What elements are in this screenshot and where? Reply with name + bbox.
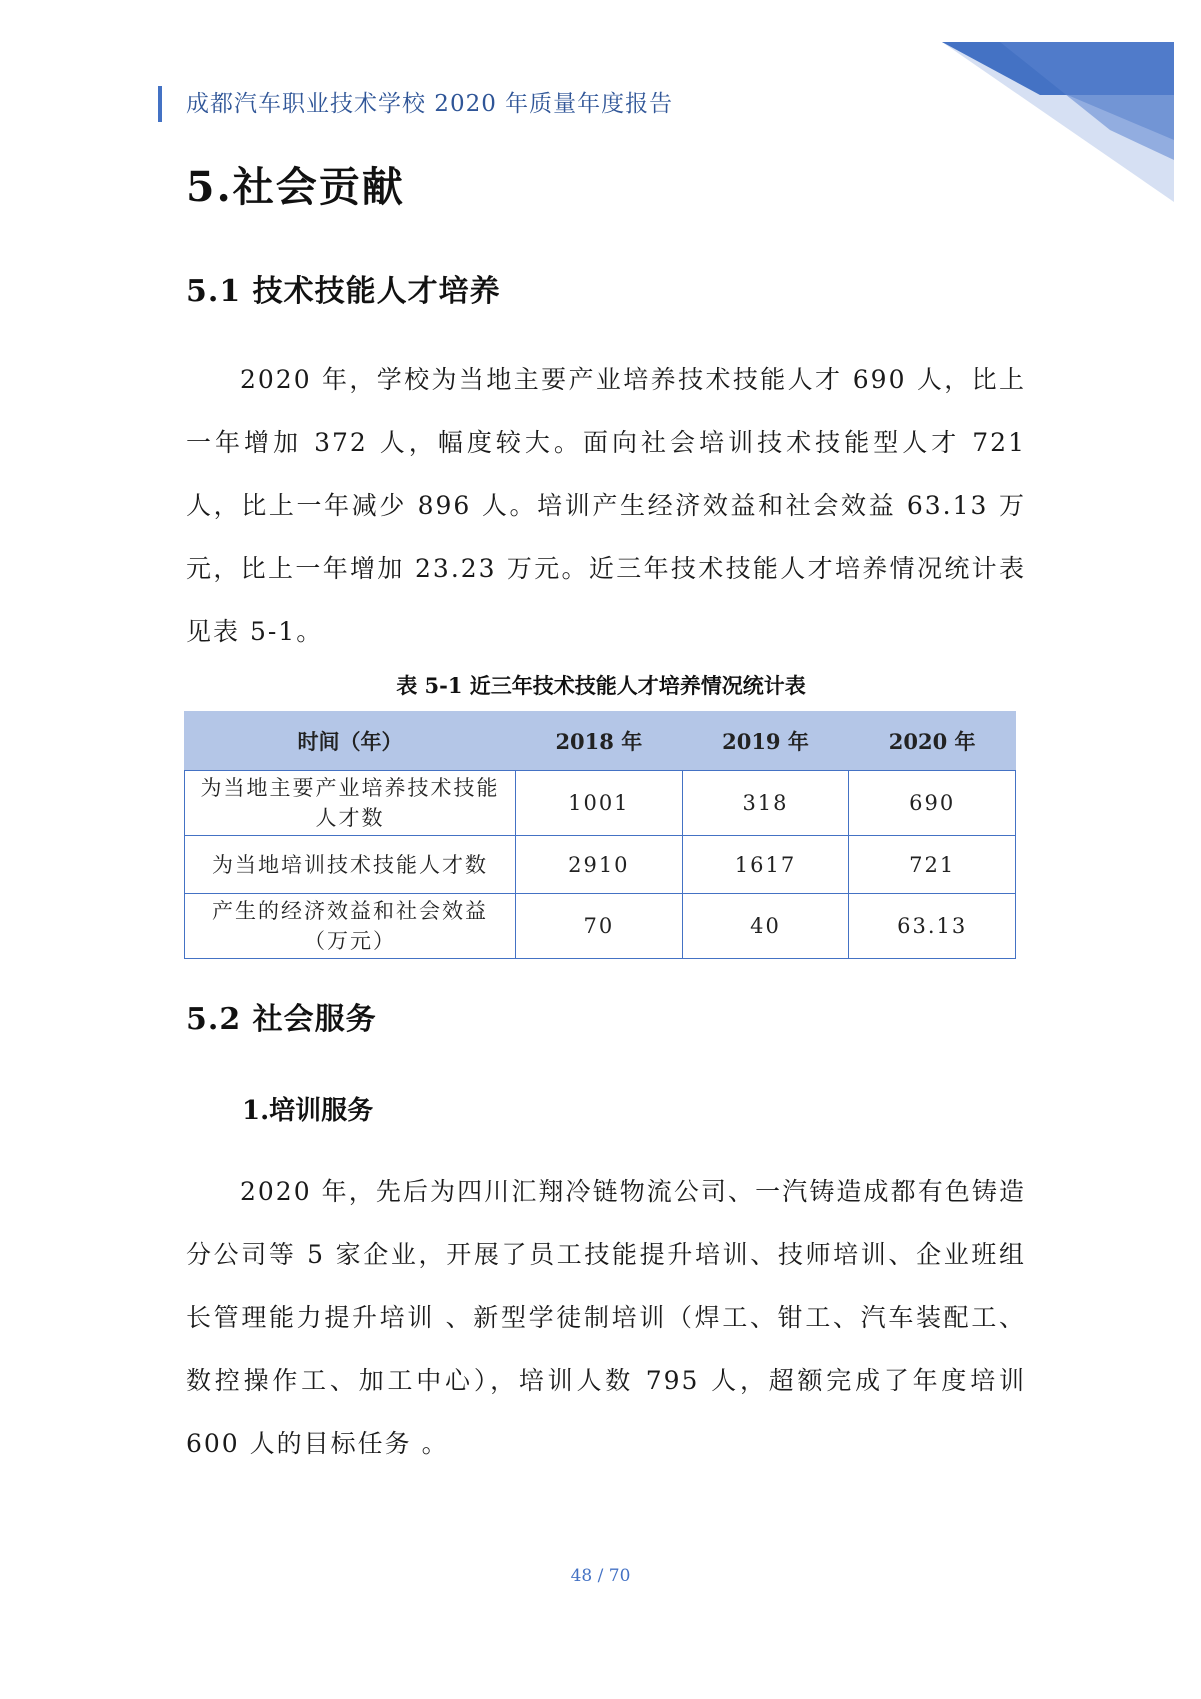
table-header-cell: 2019 年 (682, 712, 849, 771)
subsection-title-training-service: 1.培训服务 (242, 1096, 374, 1126)
table-cell: 1001 (516, 771, 683, 836)
table-cell: 70 (516, 894, 683, 959)
talent-stats-table (184, 711, 1016, 959)
page-number: 48 / 70 (570, 1566, 631, 1586)
section-title-social-service: 5.2 社会服务 (186, 1002, 377, 1037)
table-cell: 1617 (682, 836, 849, 894)
corner-decoration (0, 0, 1201, 260)
chapter-title: 5.社会贡献 (186, 163, 405, 211)
running-header: 成都汽车职业技术学校 2020 年质量年度报告 (158, 86, 673, 122)
section-title-talent-training: 5.1 技术技能人才培养 (186, 274, 501, 309)
table-cell: 40 (682, 894, 849, 959)
table-row-label: 为当地主要产业培养技术技能人才数 (185, 771, 516, 836)
table-header-row (185, 712, 1016, 771)
table-cell: 690 (849, 771, 1016, 836)
table-cell: 721 (849, 836, 1016, 894)
table-cell: 63.13 (849, 894, 1016, 959)
table-cell: 318 (682, 771, 849, 836)
table-header-cell: 时间（年） (185, 712, 516, 771)
table-row-label: 为当地培训技术技能人才数 (185, 836, 516, 894)
talent-training-paragraph: 2020 年，学校为当地主要产业培养技术技能人才 690 人，比上一年增加 372 人，幅度较大。面向社会培训技术技能型人才 721 人，比上一年减少 896 人。培训产生经济效益和社会效益 63.13 万元，比上一年增加 23.23 万元。近三年技术技能人才培养情况统计表见表 5-1。 (186, 365, 1026, 646)
training-service-paragraph: 2020 年，先后为四川汇翔冷链物流公司、一汽铸造成都有色铸造分公司等 5 家企业，开展了员工技能提升培训、技师培训、企业班组长管理能力提升培训 、新型学徒制培训（焊工、钳工、汽车装配工、数控操作工、加工中心），培训人数 795 人，超额完成了年度培训 600 人的目标任务 。 (186, 1177, 1026, 1458)
table-row-label: 产生的经济效益和社会效益（万元） (185, 894, 516, 959)
table-cell: 2910 (516, 836, 683, 894)
table-row (185, 836, 1016, 894)
table-header-cell: 2018 年 (516, 712, 683, 771)
table-header-cell: 2020 年 (849, 712, 1016, 771)
table-row (185, 771, 1016, 836)
table-caption: 表 5-1 近三年技术技能人才培养情况统计表 (396, 673, 806, 698)
table-row (185, 894, 1016, 959)
